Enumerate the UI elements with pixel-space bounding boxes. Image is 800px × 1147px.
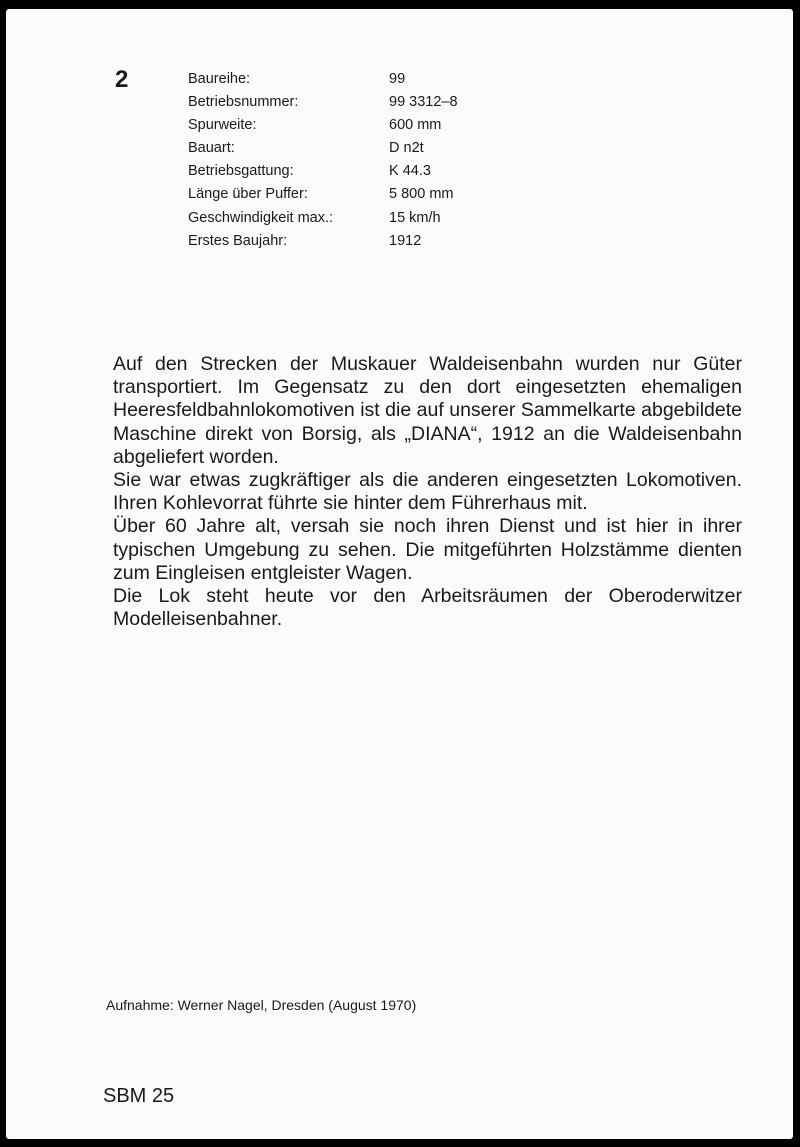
spec-label: Betriebsgattung: (188, 163, 294, 180)
spec-label: Erstes Baujahr: (188, 232, 288, 249)
spec-value: K 44.3 (389, 163, 431, 180)
photo-credit: Aufnahme: Werner Nagel, Dresden (August 1970) (106, 997, 417, 1013)
spec-label: Bauart: (188, 140, 235, 157)
spec-value: 99 3312–8 (389, 94, 458, 111)
description-text (113, 353, 742, 631)
spec-row-laenge (188, 183, 539, 206)
spec-row-baujahr (188, 230, 539, 253)
collector-card-back (6, 9, 793, 1139)
spec-value: 5 800 mm (389, 186, 454, 203)
spec-row-betriebsnummer (188, 91, 539, 114)
spec-label: Betriebsnummer: (188, 94, 299, 111)
spec-label: Baureihe: (188, 71, 251, 87)
spec-value: 15 km/h (389, 209, 441, 226)
description-paragraph: Sie war etwas zugkräftiger als die anderen eingesetzten Lokomotiven. Ihren Kohlevorrat führte sie hinter dem Führerhaus mit. (113, 469, 742, 515)
spec-row-geschwindigkeit (188, 207, 539, 230)
spec-row-spurweite (188, 114, 539, 137)
description-paragraph: Auf den Strecken der Muskauer Waldeisenbahn wurden nur Güter transportiert. Im Gegensatz zu den dort eingesetzten ehemaligen Heeresfeldbahnlokomotiven ist die auf unserer Sammelkarte abgebildete Maschine direkt von Borsig, als „DIANA“, 1912 an die Waldeisenbahn abgeliefert worden. (113, 353, 742, 468)
card-number: 2 (115, 66, 129, 93)
spec-label: Länge über Puffer: (188, 186, 308, 203)
spec-label: Spurweite: (188, 117, 257, 134)
spec-value: D n2t (389, 140, 424, 157)
spec-value: 99 (389, 71, 406, 87)
spec-table (188, 68, 539, 253)
spec-value: 600 mm (389, 117, 442, 134)
series-code: SBM 25 (103, 1085, 175, 1107)
spec-value: 1912 (389, 232, 422, 249)
description-paragraph: Die Lok steht heute vor den Arbeitsräumen der Oberoderwitzer Modelleisenbahner. (113, 585, 742, 631)
spec-row-betriebsgattung (188, 160, 539, 183)
spec-row-baureihe (188, 68, 539, 91)
spec-label: Geschwindigkeit max.: (188, 209, 334, 226)
spec-row-bauart (188, 137, 539, 160)
description-paragraph: Über 60 Jahre alt, versah sie noch ihren Dienst und ist hier in ihrer typischen Umgebung zu sehen. Die mitgeführten Holzstämme dienten zum Eingleisen entgleister Wagen. (113, 515, 742, 584)
